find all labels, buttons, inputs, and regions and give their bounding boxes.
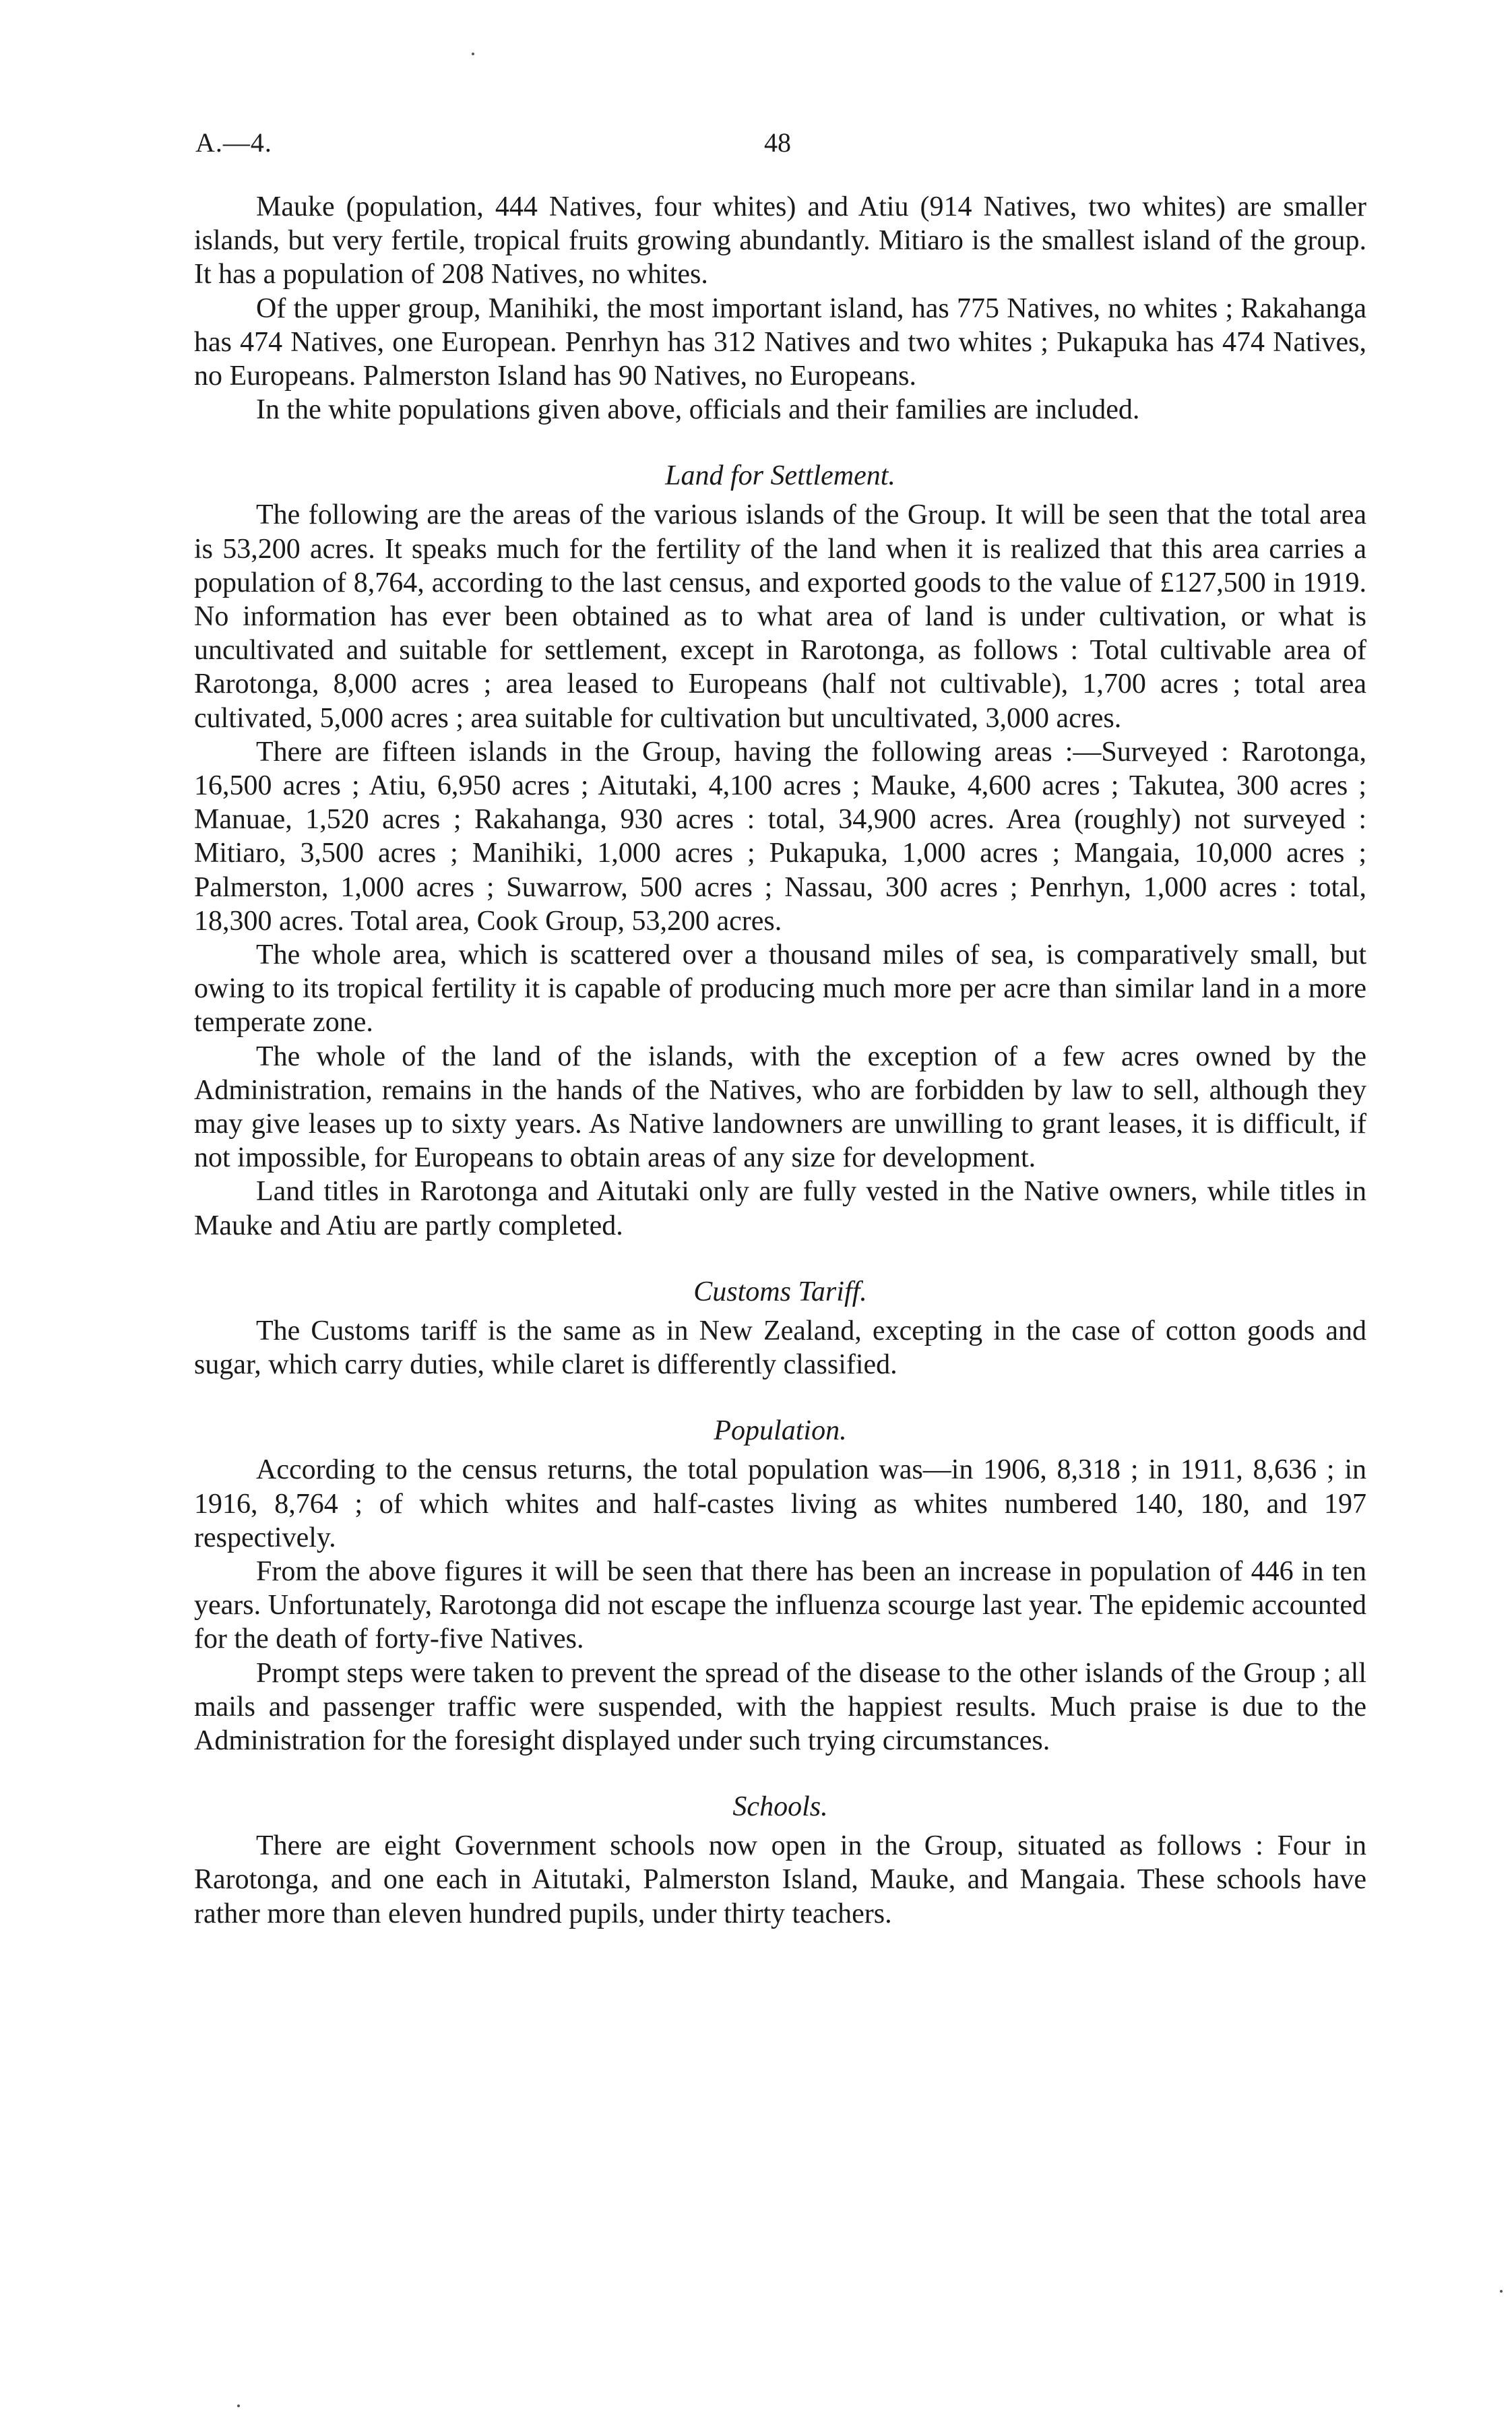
paragraph: From the above figures it will be seen that there has been an increase in population of 446 in ten years. Unfortunately, Rarotonga did not escape the influenza scourge last year. The epidemic accounted for the death of forty-five Natives. bbox=[194, 1555, 1366, 1655]
paragraph: There are eight Government schools now open in the Group, situated as follows : Four in Rarotonga, and one each in Aitutaki, Palmerston Island, Mauke, and Mangaia. These schools have rather more than eleven hundred pupils, under thirty teachers. bbox=[194, 1830, 1366, 1929]
paragraph: Of the upper group, Manihiki, the most important island, has 775 Natives, no whites ; Rakahanga has 474 Natives, one European. Penrhyn has 312 Natives and two whites ; Pukapuka has 474 Natives, no Europeans. Palmerston Island has 90 Natives, no Europeans. bbox=[194, 292, 1366, 392]
section-heading-schools: Schools. bbox=[732, 1791, 828, 1823]
scan-speck bbox=[237, 2405, 240, 2407]
paragraph: Land titles in Rarotonga and Aitutaki only are fully vested in the Native owners, while titles in Mauke and Atiu are partly completed. bbox=[194, 1176, 1366, 1241]
paragraph: According to the census returns, the total population was—in 1906, 8,318 ; in 1911, 8,636 ; in 1916, 8,764 ; of which whites and half-castes living as whites numbered 140, 180, and 197 respectively. bbox=[194, 1454, 1366, 1553]
section-heading-customs: Customs Tariff. bbox=[693, 1276, 867, 1307]
section-heading-population: Population. bbox=[714, 1415, 847, 1447]
paragraph: There are fifteen islands in the Group, having the following areas :—Surveyed : Rarotonga, 16,500 acres ; Atiu, 6,950 acres ; Aitutaki, 4,100 acres ; Mauke, 4,600 acres ; Takutea, 300 acres ; Manuae, 1,520 acres ; Rakahanga, 930 acres : total, 34,900 acres. Area (roughly) not surveyed : Mitiaro, 3,500 acres ; Manihiki, 1,000 acres ; Pukapuka, 1,000 acres ; Mangaia, 10,000 acres ; Palmerston, 1,000 acres ; Suwarrow, 500 acres ; Nassau, 300 acres ; Penrhyn, 1,000 acres : total, 18,300 acres. Total area, Cook Group, 53,200 acres. bbox=[194, 736, 1366, 937]
page-number: 48 bbox=[764, 127, 791, 158]
page-body bbox=[194, 190, 1366, 1931]
paragraph: In the white populations given above, officials and their families are included. bbox=[256, 394, 1140, 426]
paragraph: The whole area, which is scattered over a thousand miles of sea, is comparatively small, but owing to its tropical fertility it is capable of producing much more per acre than similar land in a more temperate zone. bbox=[194, 939, 1366, 1038]
paragraph: The whole of the land of the islands, with the exception of a few acres owned by the Administration, remains in the hands of the Natives, who are forbidden by law to sell, although they may give leases up to sixty years. As Native landowners are unwilling to grant leases, it is difficult, if not impossible, for Europeans to obtain areas of any size for development. bbox=[194, 1041, 1366, 1174]
paragraph: Mauke (population, 444 Natives, four whites) and Atiu (914 Natives, two whites) are smaller islands, but very fertile, tropical fruits growing abundantly. Mitiaro is the smallest island of the group. It has a population of 208 Natives, no whites. bbox=[194, 191, 1366, 290]
scan-speck bbox=[1500, 2290, 1503, 2293]
paragraph: Prompt steps were taken to prevent the spread of the disease to the other islands of the Group ; all mails and passenger traffic were suspended, with the happiest results. Much praise is due to the Administration for the foresight displayed under such trying circumstances. bbox=[194, 1657, 1366, 1756]
paragraph: The Customs tariff is the same as in New Zealand, excepting in the case of cotton goods and sugar, which carry duties, while claret is differently classified. bbox=[194, 1315, 1366, 1381]
paragraph: The following are the areas of the various islands of the Group. It will be seen that the total area is 53,200 acres. It speaks much for the fertility of the land when it is realized that this area carries a population of 8,764, according to the last census, and exported goods to the value of £127,500 in 1919. No information has ever been obtained as to what area of land is under cultivation, or what is uncultivated and suitable for settlement, except in Rarotonga, as follows : Total cultivable area of Rarotonga, 8,000 acres ; area leased to Europeans (half not cultivable), 1,700 acres ; total area cultivated, 5,000 acres ; area suitable for cultivation but uncultivated, 3,000 acres. bbox=[194, 499, 1366, 734]
scan-speck bbox=[472, 53, 474, 55]
page-reference: A.—4. bbox=[195, 127, 272, 158]
section-heading-land: Land for Settlement. bbox=[665, 460, 895, 492]
